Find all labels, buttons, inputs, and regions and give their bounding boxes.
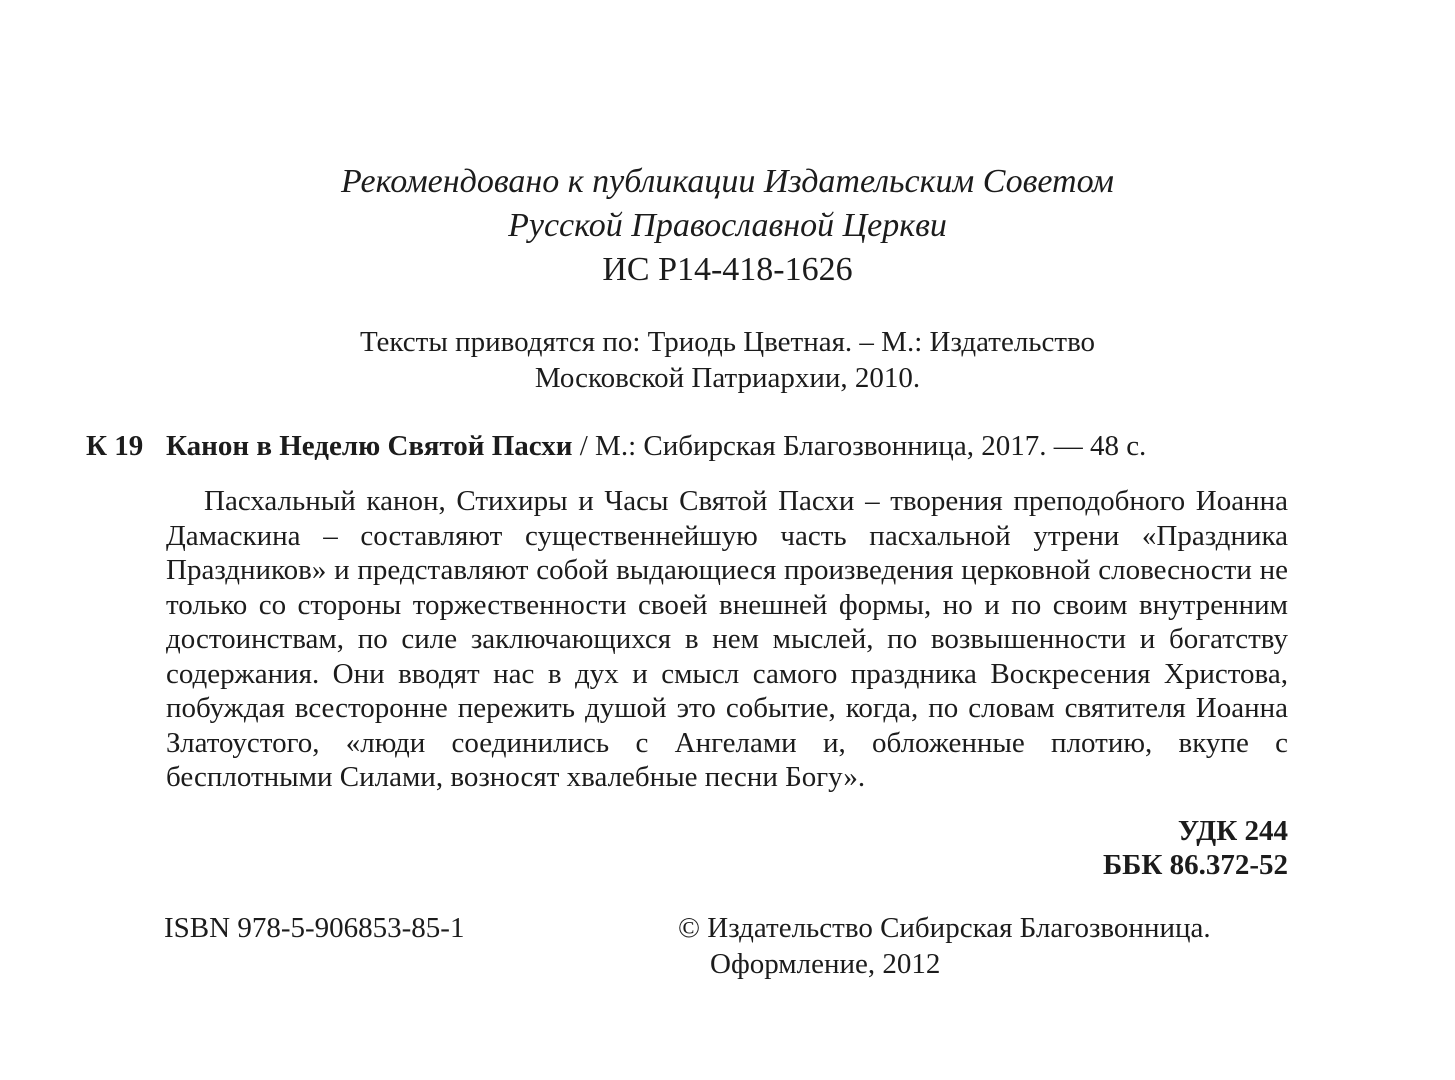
copyright-line-2: Оформление, 2012: [710, 948, 941, 980]
recommendation-line-1: Рекомендовано к публикации Издательским Советом: [341, 163, 1114, 200]
annotation-paragraph: Пасхальный канон, Стихиры и Часы Святой Пасхи – творения преподобного Иоанна Дамаскина – составляют существеннейшую часть пасхальной утрени «Праздника Праздников» и представляют собой выдающиеся произведения церковной словесности не только со стороны торжественности своей внешней формы, но и по своим внутренним достоинствам, по силе заключающихся в нем мыслей, по возвышенности и богатству содержания. Они вводят нас в дух и смысл самого праздника Воскресения Христова, побуждая всесторонне пережить душой это событие, когда, по словам святителя Иоанна Златоустого, «люди соединились с Ангелами и, обложенные плотию, вкупе с бесплотными Силами, возносят хвалебные песни Богу».: [166, 485, 1288, 793]
udk-code: УДК 244: [1177, 815, 1288, 847]
author-sign-index: К 19: [86, 430, 144, 462]
source-note-line-1: Тексты приводятся по: Триодь Цветная. – М.: Издательство: [359, 326, 1096, 358]
source-note-line-2: Московской Патриархии, 2010.: [534, 362, 921, 394]
imprint: / М.: Сибирская Благозвонница, 2017. — 48 с.: [572, 430, 1147, 462]
recommendation-line-2: Русской Православной Церкви: [508, 207, 947, 244]
copyright-notice: [678, 910, 1211, 982]
source-note: [0, 324, 1455, 396]
copyright-line-1: © Издательство Сибирская Благозвонница.: [678, 912, 1211, 944]
bibliographic-record: [86, 428, 1306, 464]
bbk-code: ББК 86.372-52: [1102, 849, 1288, 881]
book-title: Канон в Неделю Святой Пасхи: [166, 430, 573, 462]
classification-codes: [1103, 814, 1288, 882]
publishing-council-code: ИС Р14-418-1626: [602, 251, 853, 288]
publication-recommendation: [0, 160, 1455, 292]
isbn: ISBN 978-5-906853-85-1: [164, 912, 465, 944]
